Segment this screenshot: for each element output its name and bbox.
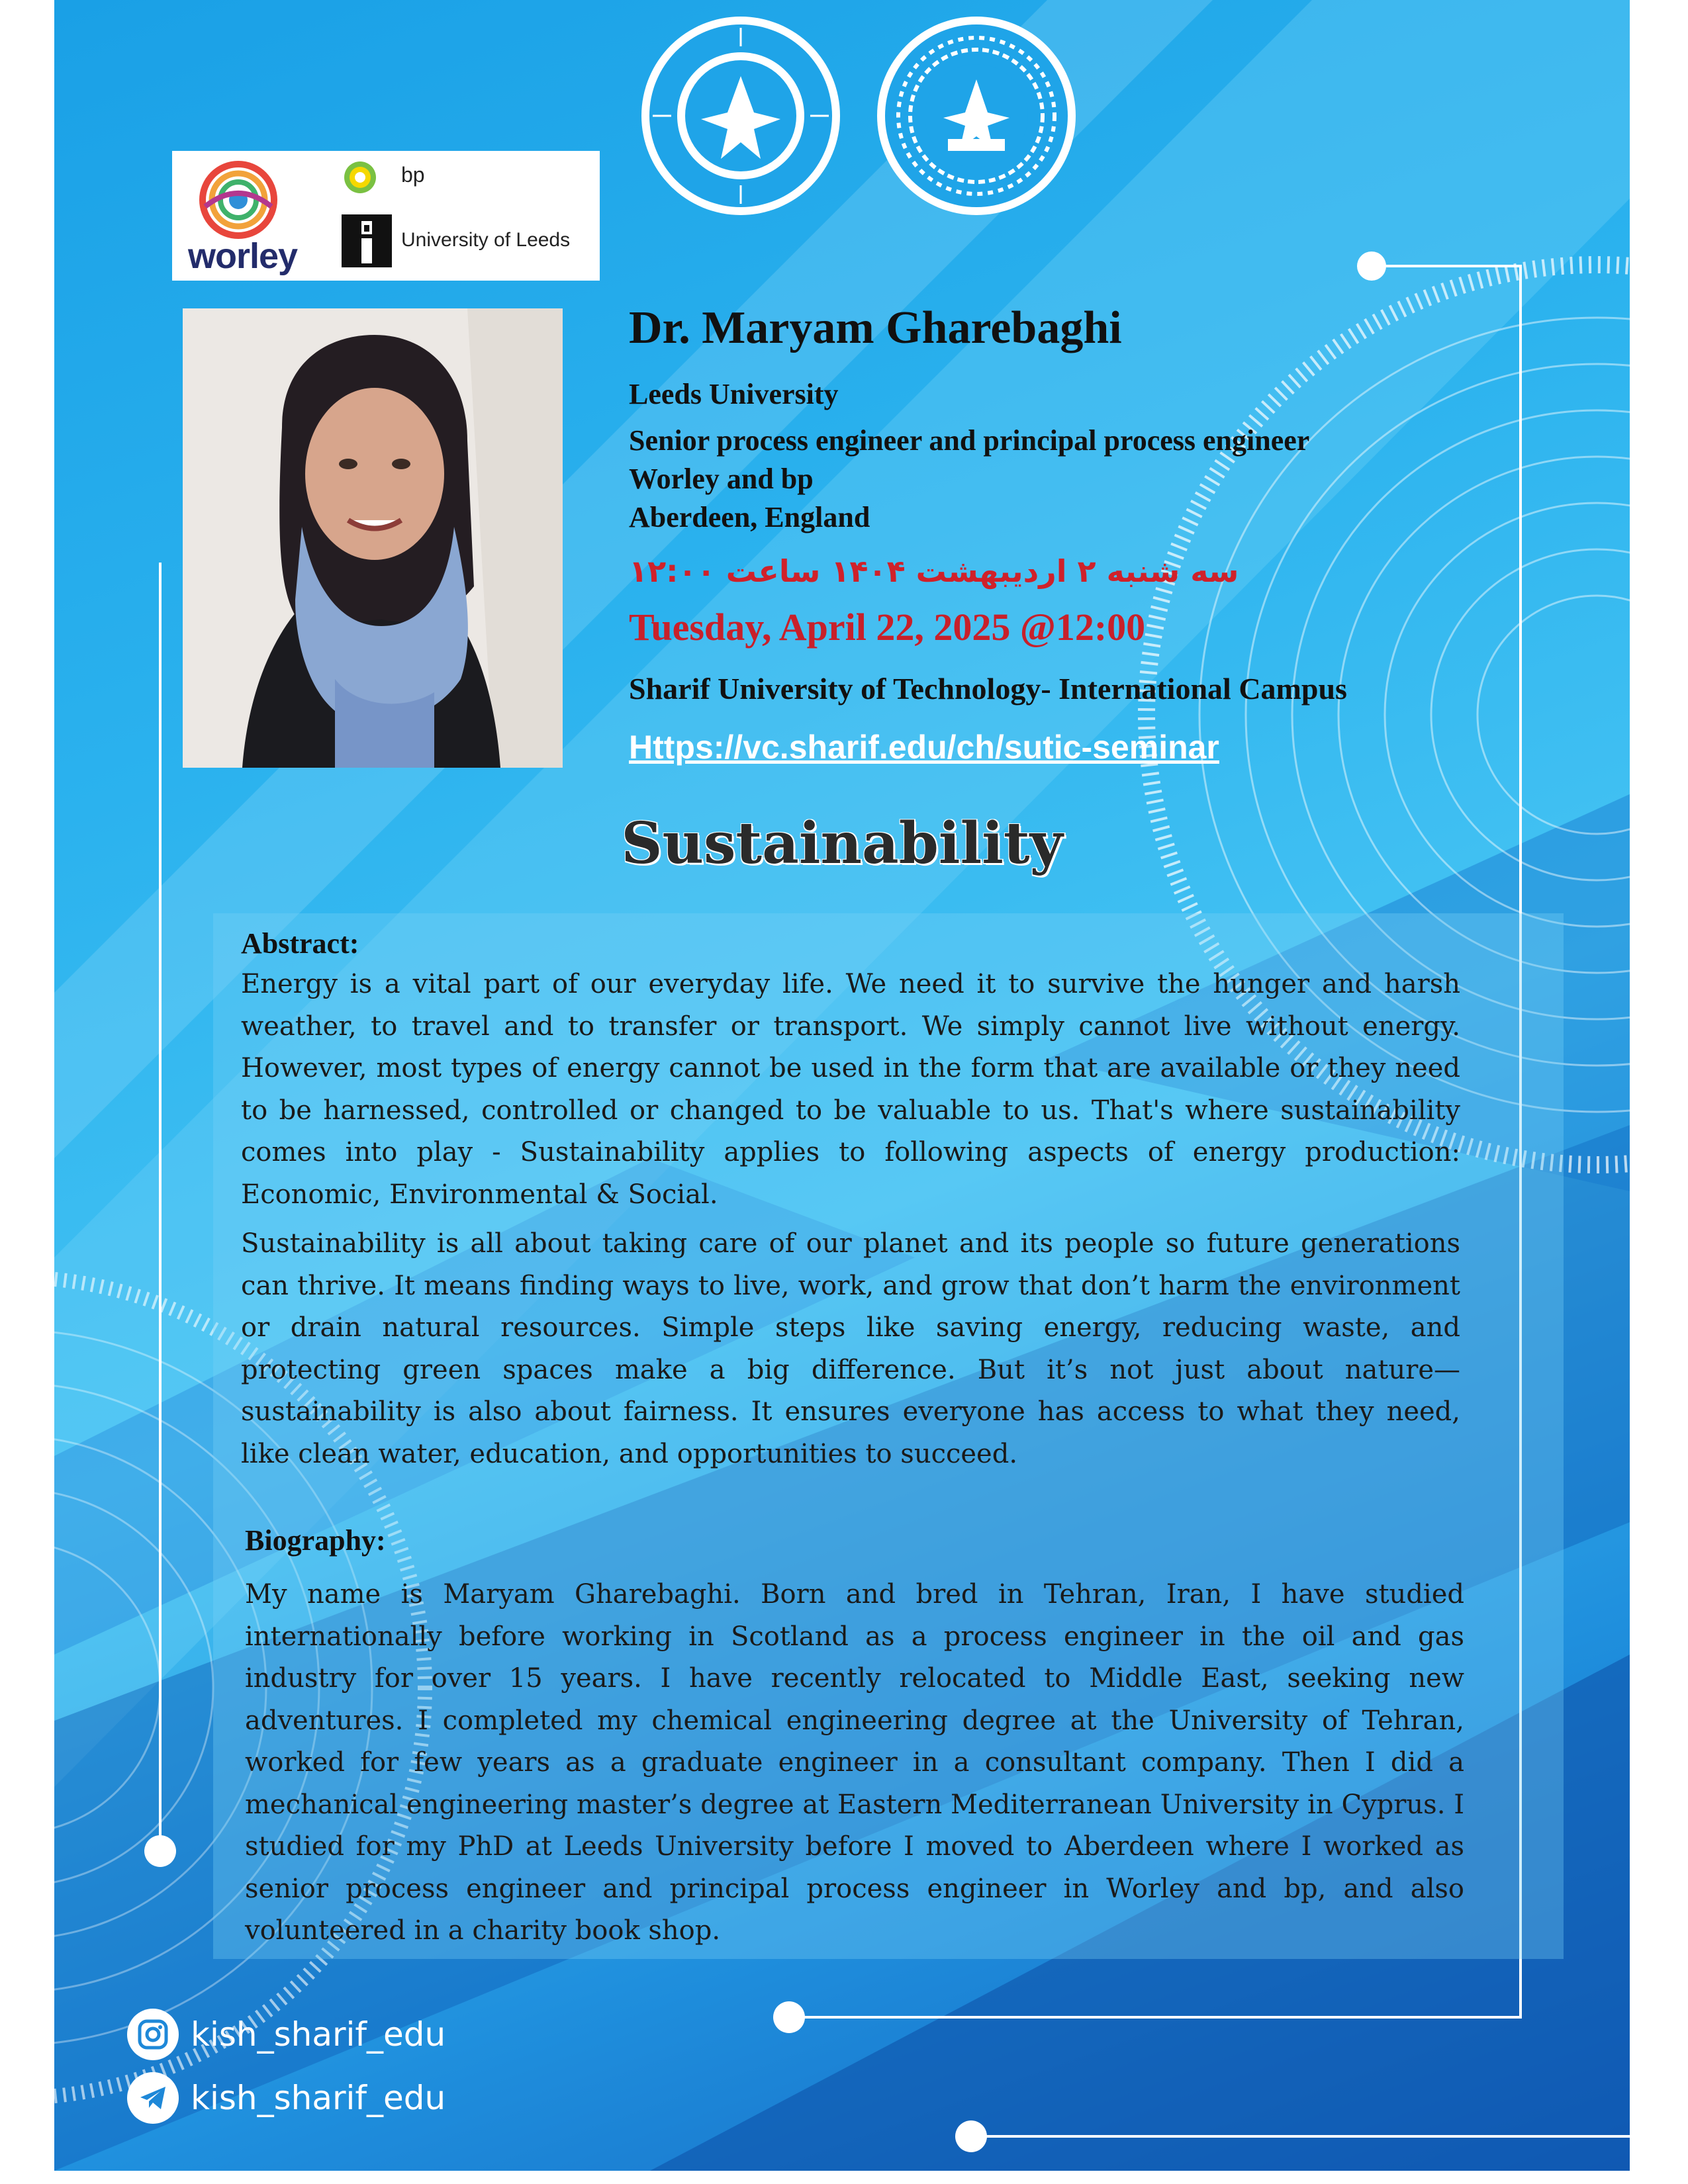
speaker-company: Worley and bp [629, 463, 814, 495]
abstract-paragraph-1: Energy is a vital part of our everyday life. We need it to survive the hunger and harsh weather, to travel and to transfer or transport. We simply cannot live without energy. However, most types of energy cannot be used in the form that are available or they need to be harnessed, controlled or changed to be valuable to us. That's where sustainability comes into play - Sustainability applies to following aspects of energy production: Economic, Environmental & Social. [241, 969, 1460, 1210]
speaker-name: Dr. Maryam Gharebaghi [629, 302, 1122, 353]
sharif-research-seal-icon [874, 13, 1079, 218]
abstract-heading: Abstract: [241, 927, 359, 960]
telegram-link[interactable] [127, 2071, 445, 2124]
event-date-persian: سه شنبه ۲ اردیبهشت ۱۴۰۴ ساعت ۱۲:۰۰ [629, 553, 1239, 589]
event-date-english: Tuesday, April 22, 2025 @12:00 [629, 606, 1146, 649]
sharif-kish-seal-icon [638, 13, 843, 218]
worley-logo-text: worley [188, 236, 298, 276]
worley-logo-icon [199, 160, 278, 240]
bp-logo-text: bp [401, 163, 425, 187]
telegram-icon [127, 2072, 179, 2124]
poster [54, 0, 1630, 2171]
abstract-paragraph-2: Sustainability is all about taking care of our planet and its people so future generations can thrive. It means finding ways to live, work, and grow that don’t harm the environment or drain natural resources. Simple steps like saving energy, reducing waste, and protecting green spaces make a big difference. But it’s not just about nature—sustainability is also about fairness. It ensures everyone has access to what they need, like clean water, education, and opportunities to succeed. [241, 1228, 1460, 1469]
leeds-tower-icon [342, 214, 392, 267]
speaker-photo [183, 308, 563, 768]
bp-helios-icon [343, 160, 377, 195]
sponsor-logos [172, 151, 600, 281]
seminar-link[interactable]: Https://vc.sharif.edu/ch/sutic-seminar [629, 729, 1219, 766]
instagram-handle: kish_sharif_edu [191, 2015, 446, 2054]
speaker-location: Aberdeen, England [629, 501, 870, 533]
instagram-link[interactable] [127, 2008, 445, 2061]
biography-paragraph: My name is Maryam Gharebaghi. Born and bred in Tehran, Iran, I have studied internationally before working in Scotland as a process engineer in the oil and gas industry for over 15 years. I have recently relocated to Middle East, seeking new adventures. I completed my chemical engineering degree at the University of Tehran, worked for few years as a graduate engineer in a consultant company. Then I did a mechanical engineering master’s degree at Eastern Mediterranean University in Cyprus. I studied for my PhD at Leeds University before I moved to Aberdeen where I worked as senior process engineer and principal process engineer in Worley and bp, and also volunteered in a charity book shop. [245, 1579, 1464, 1946]
telegram-handle: kish_sharif_edu [191, 2079, 446, 2117]
biography-heading: Biography: [245, 1524, 386, 1557]
speaker-university: Leeds University [629, 378, 839, 410]
leeds-logo-text: University of Leeds [401, 229, 571, 251]
seminar-title: Sustainability [621, 810, 1063, 877]
event-venue: Sharif University of Technology- International Campus [629, 672, 1347, 705]
instagram-icon [127, 2009, 179, 2060]
speaker-role: Senior process engineer and principal process engineer [629, 424, 1310, 457]
